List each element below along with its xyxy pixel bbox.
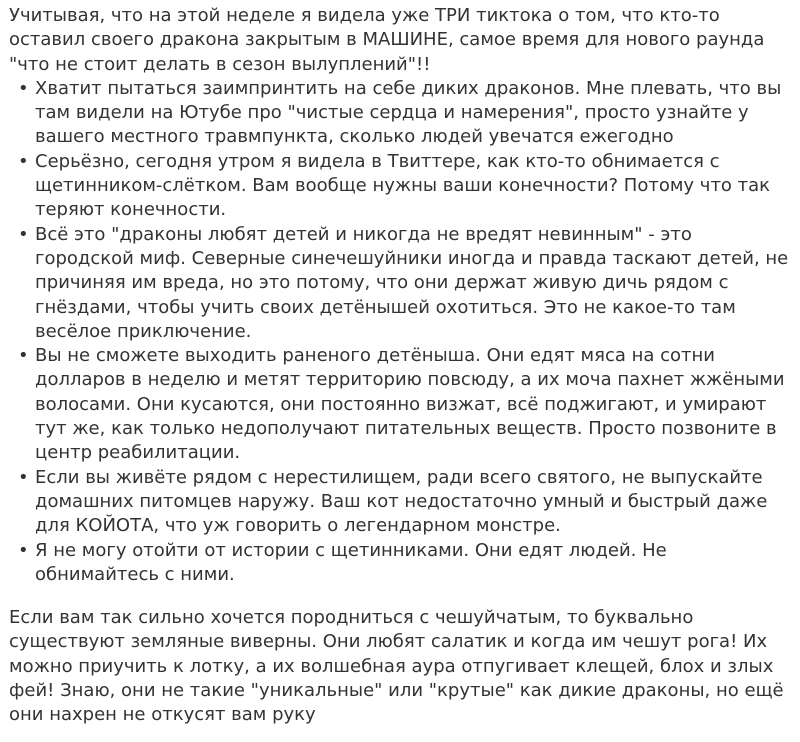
list-item-text: Хватит пытаться заимпринтить на себе диких драконов. Мне плевать, что вы там видели на Ютубе про "чистые сердца и намерения", просто узнайте у вашего местного травмпункта, сколько людей увечатся ежегодно: [35, 77, 782, 148]
intro-paragraph: Учитывая, что на этой неделе я видела уже ТРИ тиктока о том, что кто-то оставил своего дракона закрытым в МАШИНЕ, самое время для нового раунда "что не стоит делать в сезон вылуплений"!!: [9, 5, 765, 75]
bullet-icon: •: [18, 223, 29, 245]
list-item-text: Я не могу отойти от истории с щетинниками. Они едят людей. Не обнимайтесь с ними.: [35, 539, 667, 585]
list-item-text: Вы не сможете выходить раненого детёныша. Они едят мяса на сотни долларов в неделю и метят территорию повсюду, а их моча пахнет жжёными волосами. Они кусаются, они постоянно визжат, всё поджигают, и умирают тут же, как только недополучают питательных веществ. Просто позвоните в центр реабилитации.: [35, 345, 785, 464]
list-item: [9, 150, 792, 223]
list-item-text: Серьёзно, сегодня утром я видела в Твиттере, как кто-то обнимается с щетинником-слётком. Вам вообще нужны ваши конечности? Потому что так теряют конечности.: [35, 150, 771, 221]
list-item: [9, 466, 792, 539]
list-item: [9, 223, 792, 344]
list-item: [9, 539, 792, 588]
list-item: [9, 77, 792, 150]
bullet-list: [9, 77, 792, 587]
bullet-icon: •: [18, 539, 29, 561]
bullet-icon: •: [18, 466, 29, 488]
bullet-icon: •: [18, 345, 29, 367]
bullet-icon: •: [18, 150, 29, 172]
list-item-text: Всё это "драконы любят детей и никогда не вредят невинным" - это городской миф. Северные синечешуйники иногда и правда таскают детей, не причиняя им вреда, но это потому, что они держат живую дичь рядом с гнёздами, чтобы учить своих детёнышей охотиться. Это не какое-то там весёлое приключение.: [35, 223, 789, 342]
outro-paragraph: Если вам так сильно хочется породниться с чешуйчатым, то буквально существуют земляные виверны. Они любят салатик и когда им чешут рога! Их можно приучить к лотку, а их волшебная аура отпугивает клещей, блох и злых фей! Знаю, они не такие "уникальные" или "крутые" как дикие драконы, но ещё они нахрен не откусят вам руку: [9, 607, 784, 726]
bullet-icon: •: [18, 77, 29, 99]
list-item: [9, 344, 792, 465]
list-item-text: Если вы живёте рядом с нерестилищем, ради всего святого, не выпускайте домашних питомцев наружу. Ваш кот недостаточно умный и быстрый даже для КОЙОТА, что уж говорить о легендарном монстре.: [35, 466, 768, 537]
